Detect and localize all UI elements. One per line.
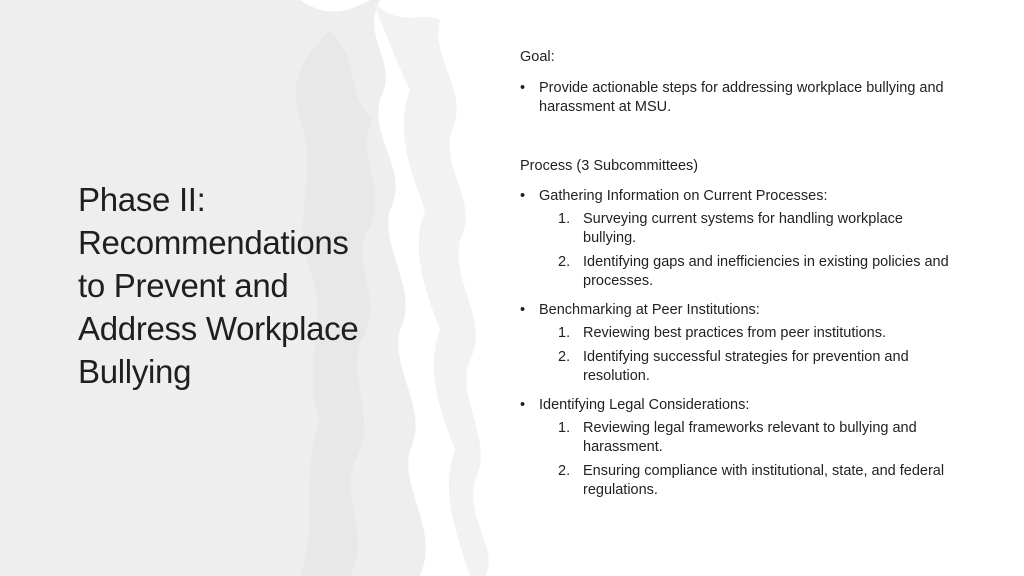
title-line: to Prevent and xyxy=(78,267,289,304)
process-bullet xyxy=(520,301,960,320)
process-heading: Process (3 Subcommittees) xyxy=(520,158,699,174)
slide-title xyxy=(78,178,418,393)
title-line: Address Workplace xyxy=(78,310,359,347)
item-number: 2. xyxy=(558,463,571,479)
numbered-item xyxy=(558,462,960,500)
numbered-item xyxy=(558,253,960,291)
title-line: Bullying xyxy=(78,353,192,390)
process-bullet-label: Benchmarking at Peer Institutions: xyxy=(539,302,760,318)
process-bullet xyxy=(520,396,960,415)
process-bullet xyxy=(520,187,960,206)
process-bullet-label: Gathering Information on Current Processes: xyxy=(539,188,828,204)
item-text: Reviewing legal frameworks relevant to bullying and harassment. xyxy=(583,420,917,455)
numbered-list xyxy=(558,324,960,386)
process-bullet-label: Identifying Legal Considerations: xyxy=(539,397,750,413)
title-line: Phase II: xyxy=(78,181,206,218)
slide-body xyxy=(520,48,960,510)
goal-bullet-text: Provide actionable steps for addressing workplace bullying and harassment at MSU. xyxy=(539,80,944,115)
title-line: Recommendations xyxy=(78,224,349,261)
item-number: 1. xyxy=(558,211,571,227)
item-text: Identifying successful strategies for prevention and resolution. xyxy=(583,349,909,384)
item-text: Identifying gaps and inefficiencies in existing policies and processes. xyxy=(583,254,949,289)
numbered-item xyxy=(558,324,960,343)
numbered-list xyxy=(558,210,960,291)
bullet-marker: • xyxy=(520,80,526,96)
process-group xyxy=(520,187,960,291)
numbered-item xyxy=(558,419,960,457)
process-group xyxy=(520,301,960,386)
item-number: 2. xyxy=(558,254,571,270)
numbered-item xyxy=(558,210,960,248)
item-text: Reviewing best practices from peer institutions. xyxy=(583,325,887,341)
item-number: 2. xyxy=(558,349,571,365)
bullet-marker: • xyxy=(520,397,526,413)
numbered-list xyxy=(558,419,960,500)
goal-bullet xyxy=(520,79,960,117)
process-group xyxy=(520,396,960,500)
item-number: 1. xyxy=(558,420,571,436)
item-text: Surveying current systems for handling workplace bullying. xyxy=(583,211,903,246)
item-text: Ensuring compliance with institutional, state, and federal regulations. xyxy=(583,463,945,498)
goal-heading: Goal: xyxy=(520,49,555,65)
bullet-marker: • xyxy=(520,188,526,204)
bullet-marker: • xyxy=(520,302,526,318)
numbered-item xyxy=(558,348,960,386)
item-number: 1. xyxy=(558,325,571,341)
